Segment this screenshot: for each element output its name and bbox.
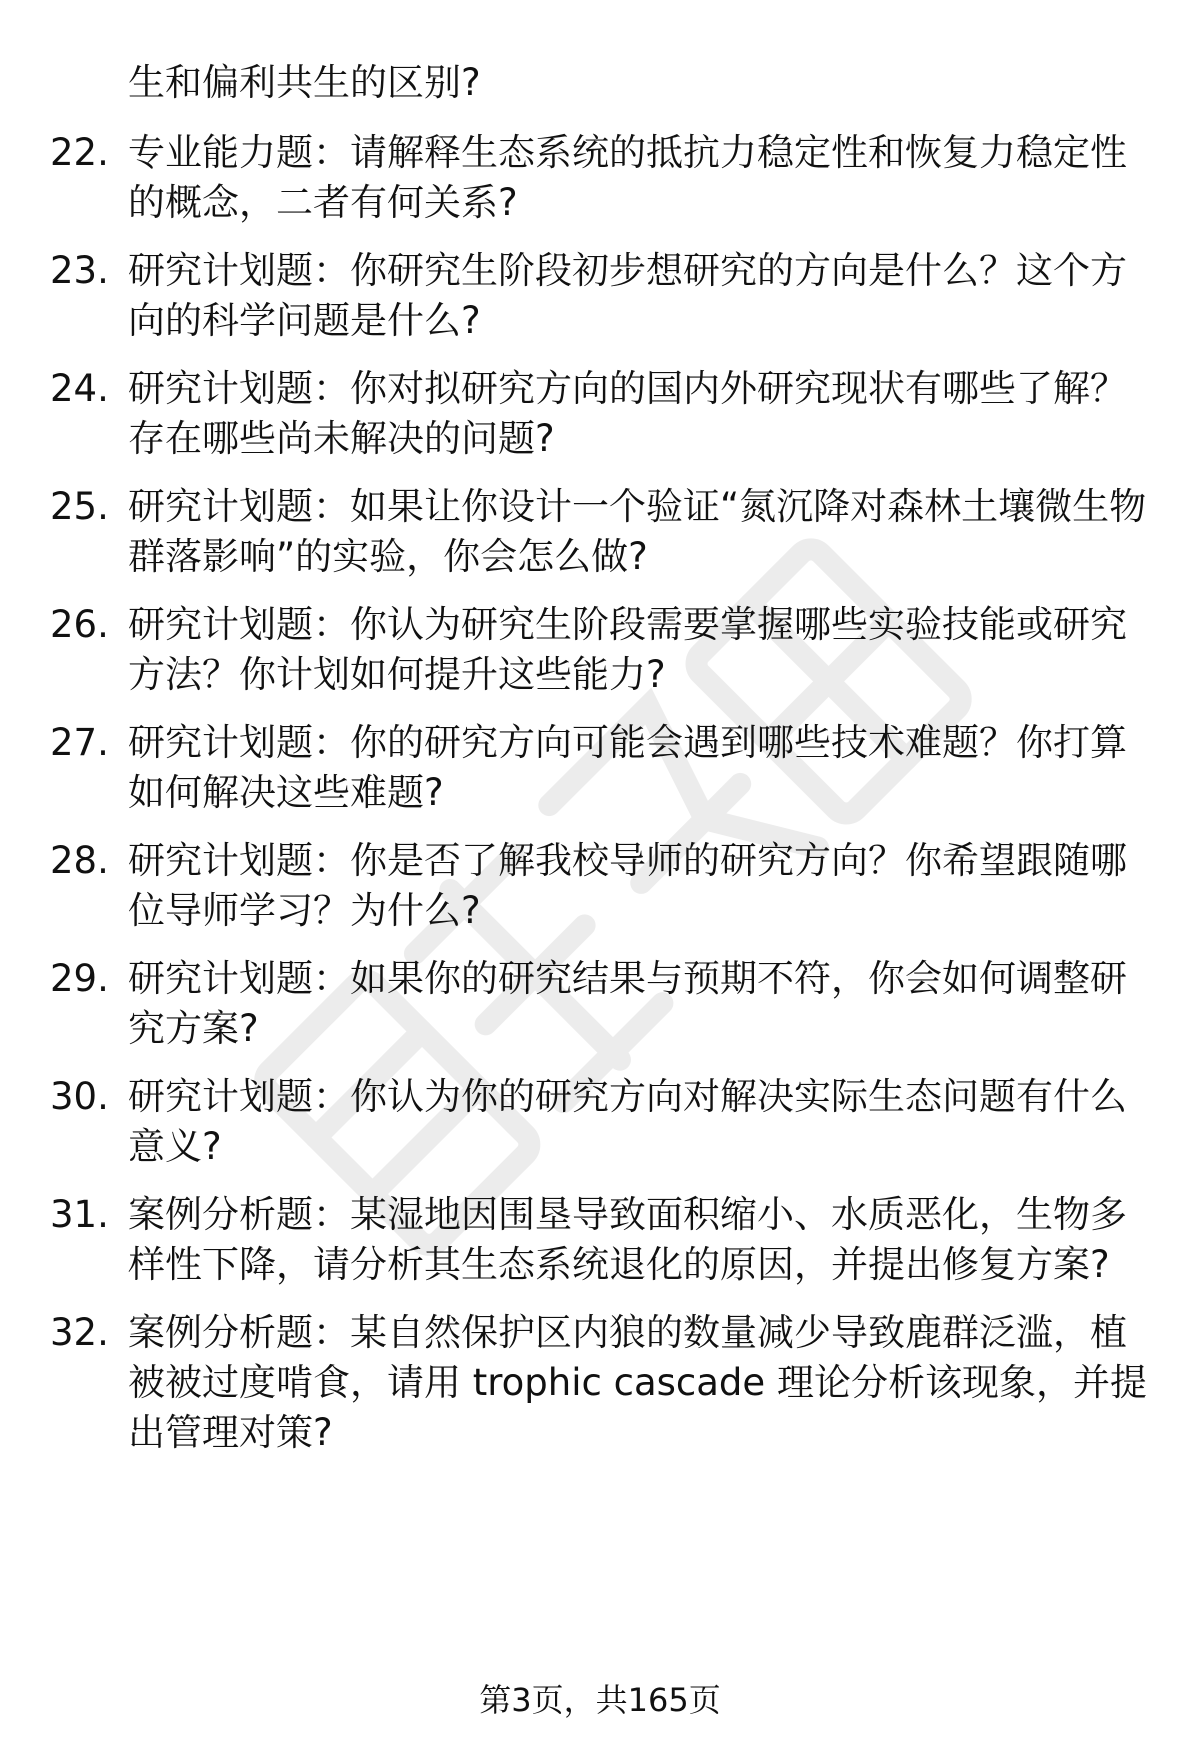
question-number: 24. <box>50 367 109 410</box>
question-29 <box>50 954 1160 1054</box>
question-number: 32. <box>50 1311 109 1354</box>
question-text: 研究计划题：你的研究方向可能会遇到哪些技术难题？你打算如何解决这些难题? <box>128 721 1127 814</box>
question-number: 22. <box>50 131 109 174</box>
carryover-text: 生和偏利共生的区别? <box>128 61 481 104</box>
question-32 <box>50 1308 1160 1458</box>
question-text: 案例分析题：某自然保护区内狼的数量减少导致鹿群泛滥，植被被过度啃食，请用 trophic cascade 理论分析该现象，并提出管理对策? <box>128 1311 1147 1454</box>
question-number: 30. <box>50 1075 109 1118</box>
question-24 <box>50 364 1160 464</box>
question-text: 研究计划题：如果你的研究结果与预期不符，你会如何调整研究方案? <box>128 957 1127 1050</box>
question-27 <box>50 718 1160 818</box>
question-number: 23. <box>50 249 109 292</box>
question-number: 29. <box>50 957 109 1000</box>
question-text: 研究计划题：如果让你设计一个验证“氮沉降对森林土壤微生物群落影响”的实验，你会怎么做? <box>128 485 1147 578</box>
question-text: 研究计划题：你研究生阶段初步想研究的方向是什么？这个方向的科学问题是什么? <box>128 249 1127 342</box>
question-text: 案例分析题：某湿地因围垦导致面积缩小、水质恶化，生物多样性下降，请分析其生态系统退化的原因，并提出修复方案? <box>128 1193 1127 1286</box>
question-number: 25. <box>50 485 109 528</box>
question-22 <box>50 128 1160 228</box>
question-28 <box>50 836 1160 936</box>
question-23 <box>50 246 1160 346</box>
question-number: 28. <box>50 839 109 882</box>
question-25 <box>50 482 1160 582</box>
page-footer: 第3页，共165页 <box>479 1681 721 1719</box>
question-30 <box>50 1072 1160 1172</box>
question-text: 研究计划题：你对拟研究方向的国内外研究现状有哪些了解？存在哪些尚未解决的问题? <box>128 367 1127 460</box>
question-number: 27. <box>50 721 109 764</box>
question-31 <box>50 1190 1160 1290</box>
question-text: 研究计划题：你是否了解我校导师的研究方向？你希望跟随哪位导师学习？为什么? <box>128 839 1127 932</box>
question-26 <box>50 600 1160 700</box>
question-number: 26. <box>50 603 109 646</box>
question-number: 31. <box>50 1193 109 1236</box>
question-text: 研究计划题：你认为你的研究方向对解决实际生态问题有什么意义? <box>128 1075 1127 1168</box>
question-text: 专业能力题：请解释生态系统的抵抗力稳定性和恢复力稳定性的概念，二者有何关系? <box>128 131 1127 224</box>
question-text: 研究计划题：你认为研究生阶段需要掌握哪些实验技能或研究方法？你计划如何提升这些能力? <box>128 603 1127 696</box>
